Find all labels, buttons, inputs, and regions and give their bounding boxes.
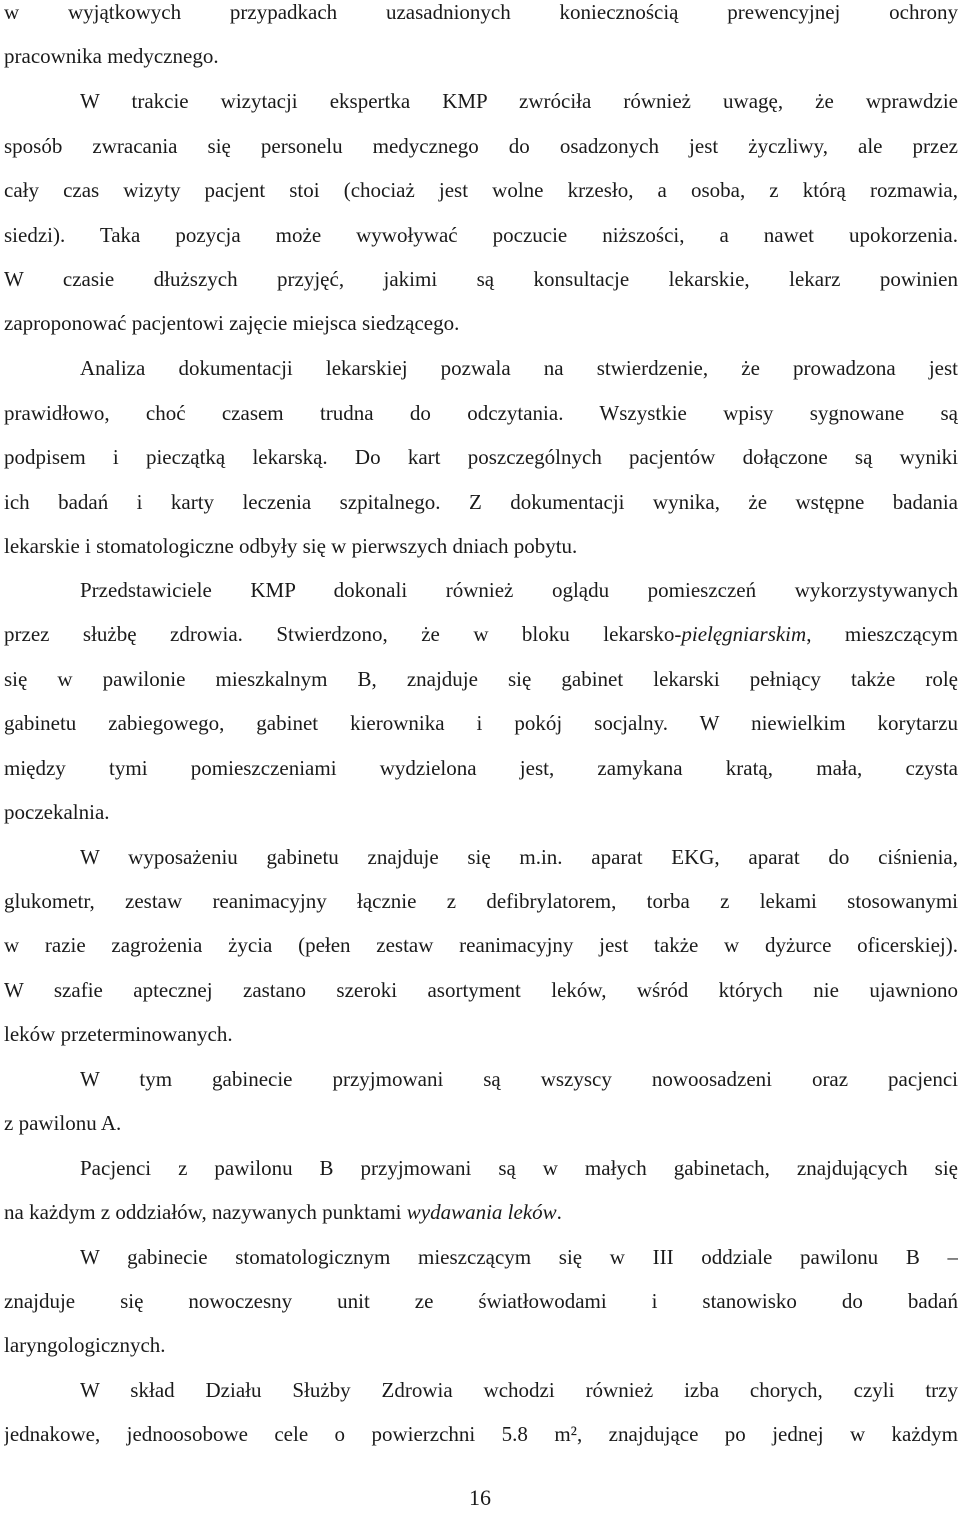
text-span: lekarskie i stomatologiczne odbyły się w pierwszych dniach pobytu. [4, 534, 578, 558]
text-line [4, 439, 958, 475]
text-span: cały czas wizyty pacjent stoi (chociaż jest wolne krzesło, a osoba, z którą rozmawia, [4, 178, 958, 202]
text-span: glukometr, zestaw reanimacyjny łącznie z defibrylatorem, torba z lekami stosowanymi [4, 889, 958, 913]
text-line [4, 750, 958, 786]
text-span: jednakowe, jednoosobowe cele o powierzchni 5.8 m², znajdujące po jednej w każdym [4, 1422, 958, 1446]
text-span: między tymi pomieszczeniami wydzielona jest, zamykana kratą, mała, czysta [4, 756, 958, 780]
text-span: Pacjenci z pawilonu B przyjmowani są w małych gabinetach, znajdujących się [80, 1156, 958, 1180]
text-span: prawidłowo, choć czasem trudna do odczytania. Wszystkie wpisy sygnowane są [4, 401, 958, 425]
text-line [4, 1061, 958, 1097]
text-line [4, 572, 958, 608]
text-line [4, 839, 958, 875]
text-span: W wyposażeniu gabinetu znajduje się m.in. aparat EKG, aparat do ciśnienia, [80, 845, 958, 869]
text-line [4, 528, 958, 564]
text-line [4, 1194, 958, 1230]
text-line [4, 705, 958, 741]
text-line [4, 128, 958, 164]
text-span: . [556, 1200, 562, 1224]
text-span: W czasie dłuższych przyjęć, jakimi są konsultacje lekarskie, lekarz powinien [4, 267, 958, 291]
text-span: ich badań i karty leczenia szpitalnego. Z dokumentacji wynika, że wstępne badania [4, 490, 958, 514]
text-span: Analiza dokumentacji lekarskiej pozwala na stwierdzenie, że prowadzona jest [80, 356, 958, 380]
text-line [4, 794, 958, 830]
text-line [4, 83, 958, 119]
page-number: 16 [469, 1485, 491, 1510]
text-span: się w pawilonie mieszkalnym B, znajduje się gabinet lekarski pełniący także rolę [4, 667, 958, 691]
text-line [4, 350, 958, 386]
text-span: w razie zagrożenia życia (pełen zestaw reanimacyjny jest także w dyżurce oficerskiej). [4, 933, 958, 957]
italic-text-span: wydawania leków [406, 1200, 557, 1224]
text-line [4, 1239, 958, 1275]
text-span: z pawilonu A. [4, 1111, 122, 1135]
text-line [4, 217, 958, 253]
text-span: leków przeterminowanych. [4, 1022, 233, 1046]
text-span: poczekalnia. [4, 800, 110, 824]
text-line [4, 1372, 958, 1408]
text-line [4, 1416, 958, 1452]
text-span: sposób zwracania się personelu medycznego do osadzonych jest życzliwy, ale przez [4, 134, 958, 158]
text-span: na każdym z oddziałów, nazywanych punktami [4, 1200, 407, 1224]
text-line [4, 172, 958, 208]
text-line [4, 1105, 958, 1141]
text-span: W szafie aptecznej zastano szeroki asortyment leków, wśród których nie ujawniono [4, 978, 958, 1002]
text-line [4, 927, 958, 963]
text-line [4, 1150, 958, 1186]
text-line [4, 1283, 958, 1319]
text-line [4, 883, 958, 919]
text-span: zaproponować pacjentowi zajęcie miejsca siedzącego. [4, 311, 460, 335]
text-span: w wyjątkowych przypadkach uzasadnionych koniecznością prewencyjnej ochrony [4, 0, 958, 24]
text-line [4, 972, 958, 1008]
text-span: W tym gabinecie przyjmowani są wszyscy nowoosadzeni oraz pacjenci [80, 1067, 958, 1091]
text-span: laryngologicznych. [4, 1333, 166, 1357]
text-span: przez służbę zdrowia. Stwierdzono, że w bloku lekarsko- [4, 622, 682, 646]
italic-text-span: pielęgniarskim [681, 622, 807, 646]
text-line [4, 261, 958, 297]
text-span: siedzi). Taka pozycja może wywoływać poczucie niższości, a nawet upokorzenia. [4, 223, 958, 247]
text-span: , mieszczącym [806, 622, 958, 646]
text-line [4, 484, 958, 520]
text-line [4, 38, 958, 74]
text-span: znajduje się nowoczesny unit ze światłowodami i stanowisko do badań [4, 1289, 958, 1313]
text-line [4, 1016, 958, 1052]
text-span: gabinetu zabiegowego, gabinet kierownika i pokój socjalny. W niewielkim korytarzu [4, 711, 958, 735]
text-span: Przedstawiciele KMP dokonali również oglądu pomieszczeń wykorzystywanych [80, 578, 958, 602]
text-line [4, 661, 958, 697]
text-span: podpisem i pieczątką lekarską. Do kart poszczególnych pacjentów dołączone są wyniki [4, 445, 958, 469]
text-span: pracownika medycznego. [4, 44, 219, 68]
text-span: W skład Działu Służby Zdrowia wchodzi również izba chorych, czyli trzy [80, 1378, 958, 1402]
text-line [4, 1327, 958, 1363]
text-span: W gabinecie stomatologicznym mieszczącym się w III oddziale pawilonu B – [80, 1245, 958, 1269]
text-line [4, 0, 958, 30]
text-line [4, 395, 958, 431]
text-line [4, 616, 958, 652]
text-span: W trakcie wizytacji ekspertka KMP zwróciła również uwagę, że wprawdzie [80, 89, 958, 113]
text-line [4, 305, 958, 341]
